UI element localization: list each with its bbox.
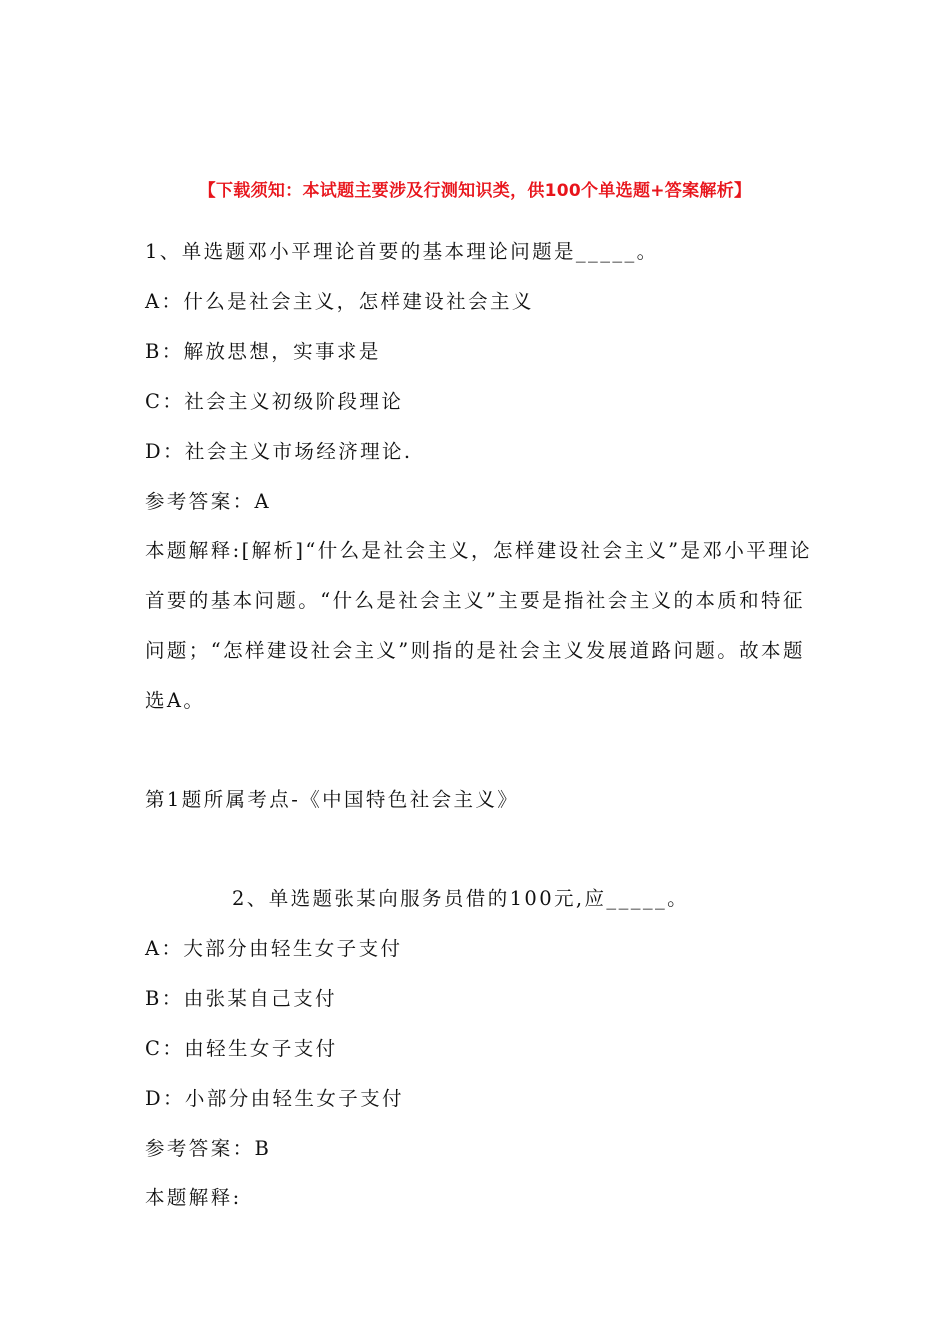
question-2-answer: 参考答案：B [145,1137,272,1160]
question-1-explanation: 本题解释:[解析]“什么是社会主义，怎样建设社会主义”是邓小平理论首要的基本问题。“什么是社会主义”主要是指社会主义的本质和特征问题；“怎样建设社会主义”则指的是社会主义发展道路问题。故本题选A。 [145,539,812,712]
question-1-answer: 参考答案：A [145,490,271,513]
question-1-stem: 1、单选题邓小平理论首要的基本理论问题是_____。 [145,240,659,263]
question-2-explanation: 本题解释: [145,1186,242,1209]
question-2-option-d: D：小部分由轻生女子支付 [145,1087,404,1110]
question-1-topic: 第1题所属考点-《中国特色社会主义》 [145,788,520,811]
question-2-option-c: C：由轻生女子支付 [145,1037,338,1060]
question-1-option-d: D：社会主义市场经济理论. [145,440,413,463]
question-2-option-a: A：大部分由轻生女子支付 [145,937,403,960]
question-1-option-a: A：什么是社会主义，怎样建设社会主义 [145,290,534,313]
question-1-option-b: B：解放思想，实事求是 [145,340,381,363]
question-1-option-c: C：社会主义初级阶段理论 [145,390,404,413]
question-2-option-b: B：由张某自己支付 [145,987,337,1010]
download-notice: 【下载须知：本试题主要涉及行测知识类，供100个单选题+答案解析】 [198,181,752,201]
question-2-stem: 2、单选题张某向服务员借的100元,应_____。 [232,887,690,910]
